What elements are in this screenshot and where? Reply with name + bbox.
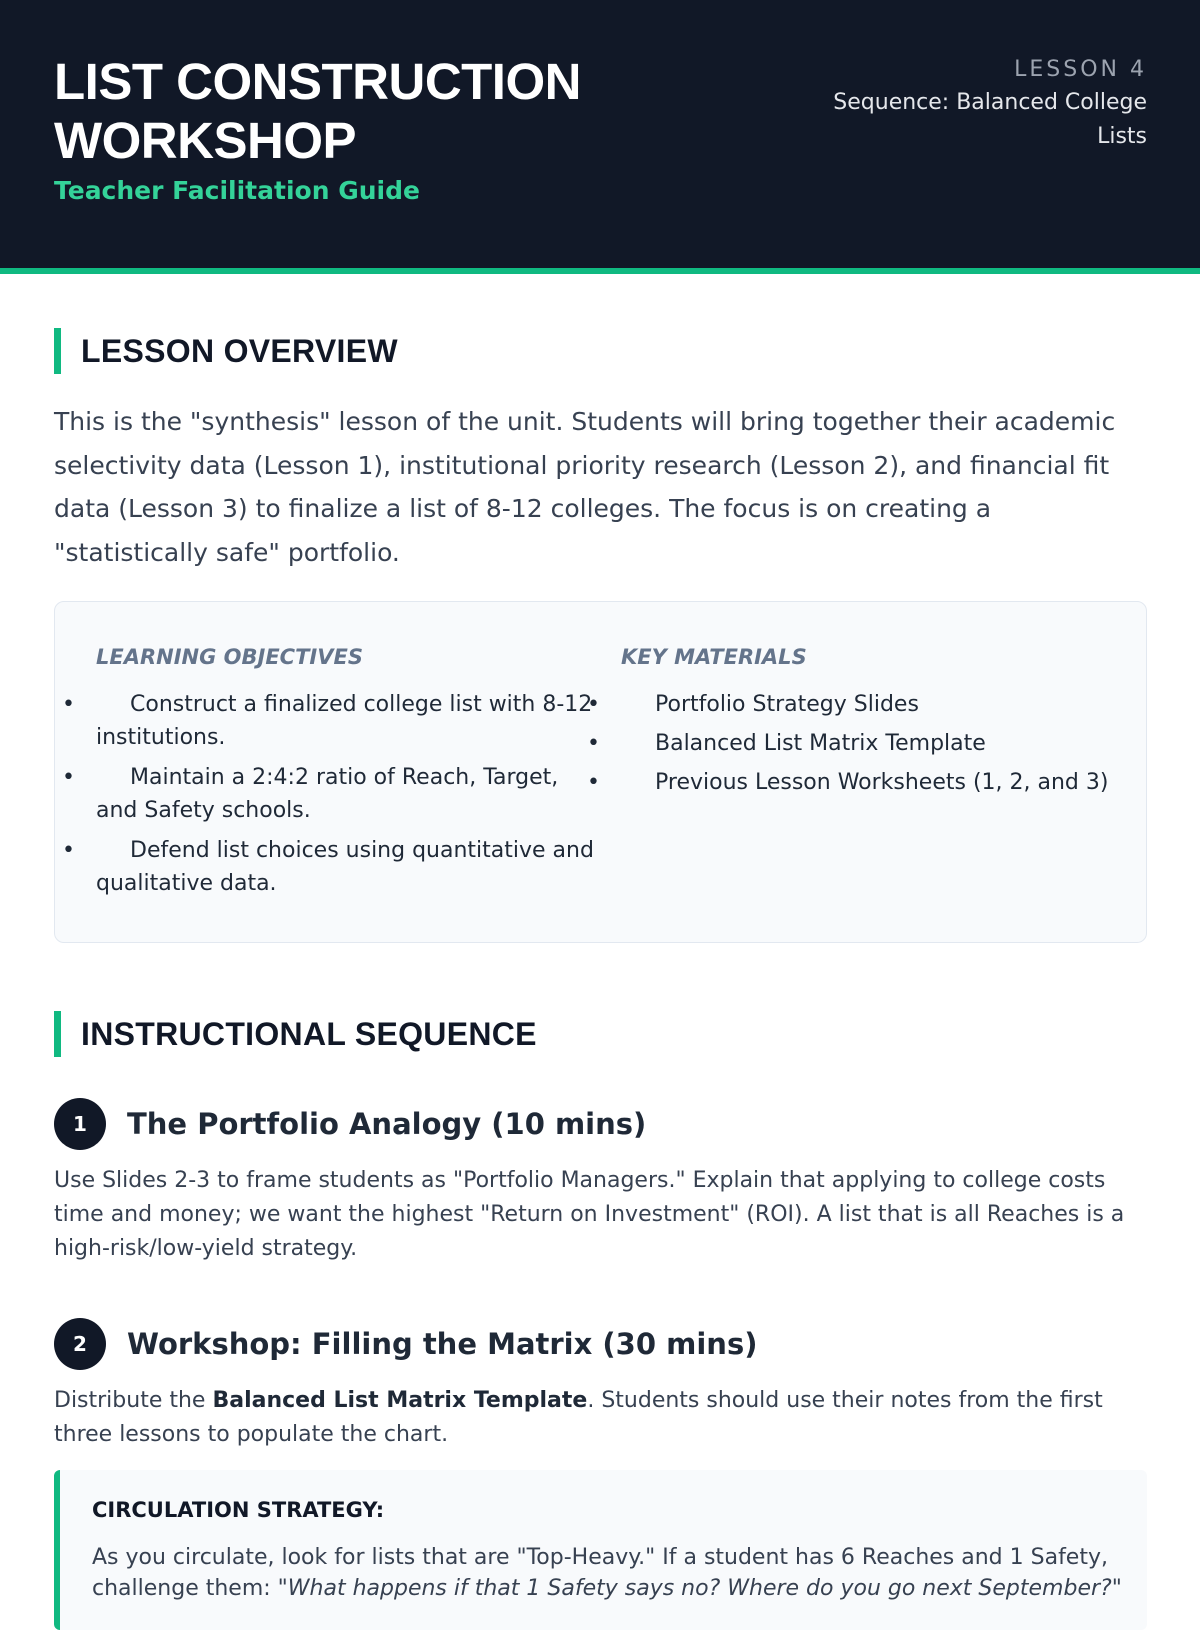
lesson-meta (807, 54, 1147, 154)
sequence-label: Sequence: Balanced College Lists (833, 90, 1147, 149)
materials-list (621, 688, 1121, 799)
step-2-header (54, 1316, 1148, 1372)
page-title: LIST CONSTRUCTION WORKSHOP (54, 53, 581, 169)
template-name: Balanced List Matrix Template (212, 1388, 588, 1413)
list-item: • Construct a finalized college list with 8-12 institutions. (96, 688, 596, 754)
list-item: • Balanced List Matrix Template (621, 727, 1121, 760)
list-item: • Previous Lesson Worksheets (1, 2, and 3) (621, 766, 1121, 799)
list-item: • Defend list choices using quantitative and qualitative data. (96, 834, 596, 900)
callout-body: As you circulate, look for lists that are "Top-Heavy." If a student has 6 Reaches and 1 Safety, challenge them: (92, 1545, 1108, 1601)
list-item: • Portfolio Strategy Slides (621, 688, 1121, 721)
section-heading-sequence: INSTRUCTIONAL SEQUENCE (54, 1011, 1146, 1057)
step-2-text (54, 1384, 1148, 1452)
objectives-heading: LEARNING OBJECTIVES (96, 645, 363, 669)
step-number-badge: 1 (54, 1098, 106, 1150)
overview-text: This is the "synthesis" lesson of the unit. Students will bring together their academic selectivity data (Lesson 1), institutional priority research (Lesson 2), and financial fit data (Lesson 3) to finalize a list of 8-12 colleges. The focus is on creating a "statistically safe" portfolio. (54, 407, 1116, 567)
step-2-text-start: Distribute the (54, 1388, 213, 1413)
lesson-number: LESSON 4 (1014, 57, 1147, 82)
materials-column (621, 642, 1121, 805)
circulation-strategy-callout (54, 1470, 1147, 1630)
list-item: • Maintain a 2:4:2 ratio of Reach, Target, and Safety schools. (96, 761, 596, 827)
objectives-materials-box (54, 601, 1147, 943)
callout-text (92, 1542, 1132, 1604)
callout-quote: "What happens if that 1 Safety says no? Where do you go next September?" (277, 1576, 1122, 1601)
step-title: The Portfolio Analogy (10 mins) (127, 1107, 647, 1141)
step-number-badge: 2 (54, 1318, 106, 1370)
step-2-text-end: . Students should use their notes from the first three lessons to populate the chart. (54, 1388, 1103, 1447)
page-header (0, 0, 1200, 274)
step-title: Workshop: Filling the Matrix (30 mins) (127, 1327, 758, 1361)
page-subtitle: Teacher Facilitation Guide (54, 176, 420, 205)
materials-heading: KEY MATERIALS (621, 645, 807, 669)
objectives-column (96, 642, 596, 907)
step-1-header (54, 1096, 1148, 1152)
step-1-text: Use Slides 2-3 to frame students as "Portfolio Managers." Explain that applying to college costs time and money; we want the highest "Return on Investment" (ROI). A list that is all Reaches is a high-risk/low-yield strategy. (54, 1168, 1125, 1261)
objectives-list (96, 688, 596, 900)
callout-title: CIRCULATION STRATEGY: (92, 1498, 385, 1522)
section-heading-overview: LESSON OVERVIEW (54, 328, 1146, 374)
